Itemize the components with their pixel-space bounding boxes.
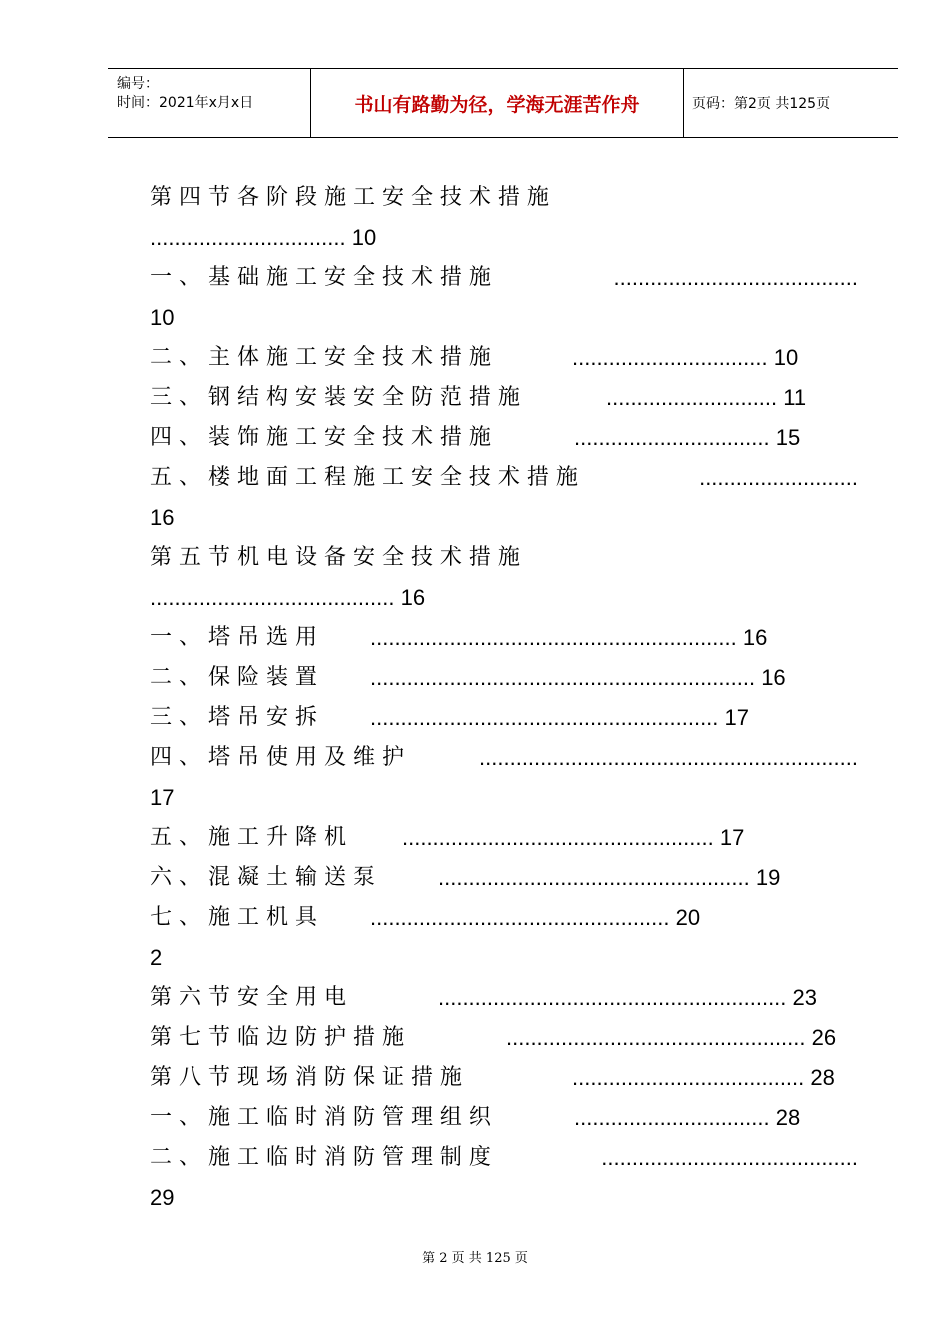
toc-row xyxy=(150,418,858,458)
toc-entry-title: 三 、 塔 吊 安 拆 xyxy=(150,705,317,730)
header-right-cell xyxy=(684,69,898,137)
toc-entry-title: 五 、 楼 地 面 工 程 施 工 安 全 技 术 措 施 xyxy=(150,465,578,490)
toc-row xyxy=(150,538,858,578)
toc-entry-title: 三 、 钢 结 构 安 装 安 全 防 范 措 施 xyxy=(150,385,520,410)
toc-row xyxy=(150,1098,858,1138)
toc-entry-page: 2 xyxy=(150,945,163,970)
toc-entry-title: 一 、 塔 吊 选 用 xyxy=(150,625,317,650)
toc-entry-page: 16 xyxy=(150,505,175,530)
toc-row xyxy=(150,738,858,778)
toc-entry-title: 二 、 保 险 装 置 xyxy=(150,665,317,690)
toc-row xyxy=(150,258,858,298)
toc-entry-leader: ........................................ xyxy=(613,265,858,290)
toc-entry-leader: ................................ 15 xyxy=(574,425,801,450)
toc-entry-title: 四 、 装 饰 施 工 安 全 技 术 措 施 xyxy=(150,425,491,450)
toc-entry-leader: ................................ 28 xyxy=(574,1105,801,1130)
toc-entry-leader: ................................................... 19 xyxy=(438,865,781,890)
toc-entry-leader: ................................ 10 xyxy=(572,345,799,370)
table-of-contents xyxy=(150,178,858,1218)
toc-row xyxy=(150,338,858,378)
header-middle-cell xyxy=(311,69,684,137)
toc-row xyxy=(150,218,858,258)
toc-entry-leader: .......................................... xyxy=(601,1145,858,1170)
toc-row xyxy=(150,698,858,738)
toc-row xyxy=(150,578,858,618)
toc-entry-page: 29 xyxy=(150,1185,175,1210)
toc-entry-title: 一 、 基 础 施 工 安 全 技 术 措 施 xyxy=(150,265,491,290)
toc-row xyxy=(150,978,858,1018)
toc-row xyxy=(150,1058,858,1098)
toc-entry-title: 五 、 施 工 升 降 机 xyxy=(150,825,346,850)
header-page-code: 页码：第2页 共125页 xyxy=(692,96,831,112)
document-header xyxy=(108,68,898,138)
toc-row xyxy=(150,858,858,898)
toc-row xyxy=(150,658,858,698)
toc-entry-title: 一 、 施 工 临 时 消 防 管 理 组 织 xyxy=(150,1105,491,1130)
toc-entry-title: 第 四 节 各 阶 段 施 工 安 全 技 术 措 施 xyxy=(150,185,549,210)
toc-row xyxy=(150,938,858,978)
toc-row xyxy=(150,298,858,338)
toc-row xyxy=(150,1138,858,1178)
toc-entry-title: 第 八 节 现 场 消 防 保 证 措 施 xyxy=(150,1065,462,1090)
toc-entry-leader: ............................ 11 xyxy=(606,385,807,410)
toc-row xyxy=(150,778,858,818)
toc-entry-title: 二 、 主 体 施 工 安 全 技 术 措 施 xyxy=(150,345,491,370)
toc-row xyxy=(150,458,858,498)
toc-entry-leader: ................................................. 26 xyxy=(506,1025,837,1050)
toc-row xyxy=(150,378,858,418)
toc-entry-leader: ......................................................... 23 xyxy=(438,985,817,1010)
toc-row xyxy=(150,818,858,858)
toc-entry-title: 六 、 混 凝 土 输 送 泵 xyxy=(150,865,375,890)
toc-entry-leader: ............................................................ 16 xyxy=(370,625,768,650)
toc-entry-leader: ............................................................... 16 xyxy=(370,665,786,690)
toc-entry-title: 七 、 施 工 机 具 xyxy=(150,905,317,930)
toc-row xyxy=(150,618,858,658)
document-time-label: 时间：2021年x月x日 xyxy=(117,95,254,111)
toc-entry-page: 10 xyxy=(150,305,175,330)
toc-entry-leader: ...................................... 28 xyxy=(572,1065,835,1090)
toc-entry-title: 二 、 施 工 临 时 消 防 管 理 制 度 xyxy=(150,1145,491,1170)
header-motto: 书山有路勤为径，学海无涯苦作舟 xyxy=(354,93,640,116)
toc-entry-page: 17 xyxy=(150,785,175,810)
toc-entry-title: 第 七 节 临 边 防 护 措 施 xyxy=(150,1025,404,1050)
toc-row xyxy=(150,498,858,538)
toc-row xyxy=(150,1178,858,1218)
toc-entry-leader: ................................ 10 xyxy=(150,225,377,250)
page-footer: 第 2 页 共 125 页 xyxy=(422,1251,528,1266)
toc-entry-title: 第 六 节 安 全 用 电 xyxy=(150,985,346,1010)
toc-row xyxy=(150,178,858,218)
toc-entry-title: 四 、 塔 吊 使 用 及 维 护 xyxy=(150,745,404,770)
header-left-cell xyxy=(108,69,311,137)
toc-entry-leader: .......................... xyxy=(699,465,858,490)
toc-row xyxy=(150,1018,858,1058)
toc-row xyxy=(150,898,858,938)
toc-entry-leader: ................................................... 17 xyxy=(402,825,745,850)
document-number-label: 编号： xyxy=(117,76,159,92)
toc-entry-title: 第 五 节 机 电 设 备 安 全 技 术 措 施 xyxy=(150,545,520,570)
toc-entry-leader: ......................................................... 17 xyxy=(370,705,749,730)
toc-entry-leader: .............................................................. xyxy=(479,745,858,770)
toc-entry-leader: ........................................ 16 xyxy=(150,585,426,610)
toc-entry-leader: ................................................. 20 xyxy=(370,905,701,930)
